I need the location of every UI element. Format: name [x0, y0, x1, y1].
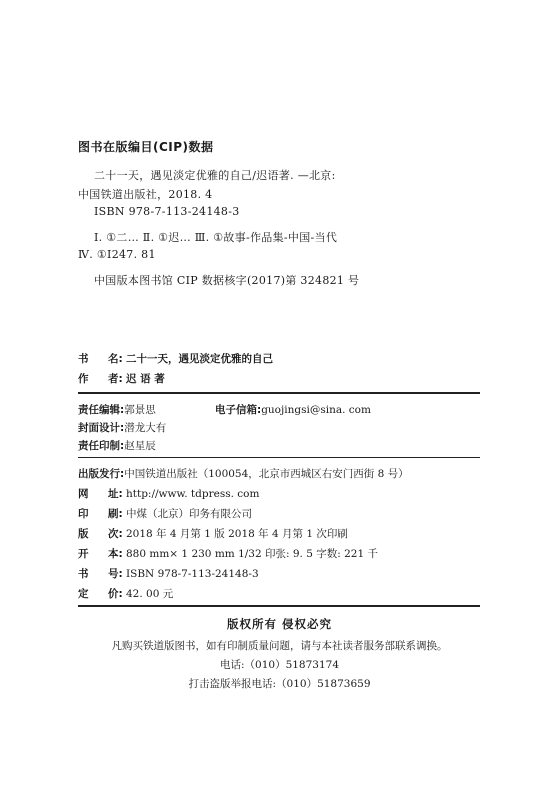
reader-service-phone: 电话:（010）51873174: [219, 659, 340, 671]
format-label: 开 本:: [78, 548, 123, 560]
cip-title: 图书在版编目(CIP)数据: [78, 140, 214, 154]
editor-label: 责任编辑:: [78, 404, 125, 416]
printer-value: 中煤（北京）印务有限公司: [126, 508, 252, 520]
publisher-value: 中国铁道出版社（100054，北京市西城区右安门西街 8 号）: [124, 468, 409, 480]
divider-middle: [78, 457, 480, 458]
printer-label: 印 刷:: [78, 508, 123, 520]
website-label: 网 址:: [78, 488, 123, 500]
publisher-row: [78, 466, 409, 481]
divider-bottom: [78, 605, 480, 607]
publisher-label: 出版发行:: [78, 468, 125, 480]
email-label: 电子信箱:: [215, 404, 262, 416]
cip-line-classification-number: Ⅳ. ①I247. 81: [78, 248, 156, 261]
cip-line-title: 二十一天，遇见淡定优雅的自己/迟语著. —北京:: [94, 169, 336, 182]
author-value: 迟 语 著: [126, 373, 165, 385]
book-title-label: 书 名:: [78, 353, 123, 365]
isbn-row: [78, 566, 259, 581]
cover-design-row: [78, 420, 166, 435]
cip-line-classification: Ⅰ. ①二… Ⅱ. ①迟… Ⅲ. ①故事-作品集-中国-当代: [94, 231, 338, 244]
format-value: 880 mm× 1 230 mm 1/32 印张: 9. 5 字数: 221 千: [126, 548, 378, 560]
cip-line-publisher: 中国铁道出版社，2018. 4: [78, 188, 213, 201]
print-supervisor-row: [78, 438, 156, 453]
editor-row: [78, 402, 156, 417]
edition-label: 版 次:: [78, 528, 123, 540]
edition-value: 2018 年 4 月第 1 版 2018 年 4 月第 1 次印刷: [126, 528, 348, 540]
edition-row: [78, 526, 348, 541]
price-value: 42. 00 元: [126, 588, 174, 600]
isbn-label: 书 号:: [78, 568, 123, 580]
book-title-row: [78, 351, 273, 366]
cover-design-value: 潜龙大有: [124, 422, 167, 434]
cover-design-label: 封面设计:: [78, 422, 125, 434]
copyright-heading: 版权所有 侵权必究: [226, 617, 332, 631]
editor-value: 郭景思: [124, 404, 156, 416]
author-row: [78, 371, 165, 386]
anti-piracy-phone: 打击盗版举报电话:（010）51873659: [188, 678, 371, 690]
cip-line-isbn: ISBN 978-7-113-24148-3: [94, 205, 240, 218]
cip-line-record-number: 中国版本图书馆 CIP 数据核字(2017)第 324821 号: [94, 274, 360, 287]
copyright-notice: 凡购买铁道版图书，如有印制质量问题，请与本社读者服务部联系调换。: [111, 640, 448, 652]
print-supervisor-value: 赵星辰: [124, 440, 156, 452]
isbn-value: ISBN 978-7-113-24148-3: [126, 568, 259, 580]
website-value: http://www. tdpress. com: [126, 488, 260, 500]
print-supervisor-label: 责任印制:: [78, 440, 125, 452]
author-label: 作 者:: [78, 373, 123, 385]
divider-top: [78, 392, 480, 394]
price-row: [78, 586, 173, 601]
book-title-value: 二十一天，遇见淡定优雅的自己: [126, 353, 273, 365]
price-label: 定 价:: [78, 588, 123, 600]
printer-row: [78, 506, 252, 521]
email-value: guojingsi@sina. com: [261, 404, 371, 416]
email-row: [215, 402, 371, 417]
website-row: [78, 486, 259, 501]
format-row: [78, 546, 378, 561]
